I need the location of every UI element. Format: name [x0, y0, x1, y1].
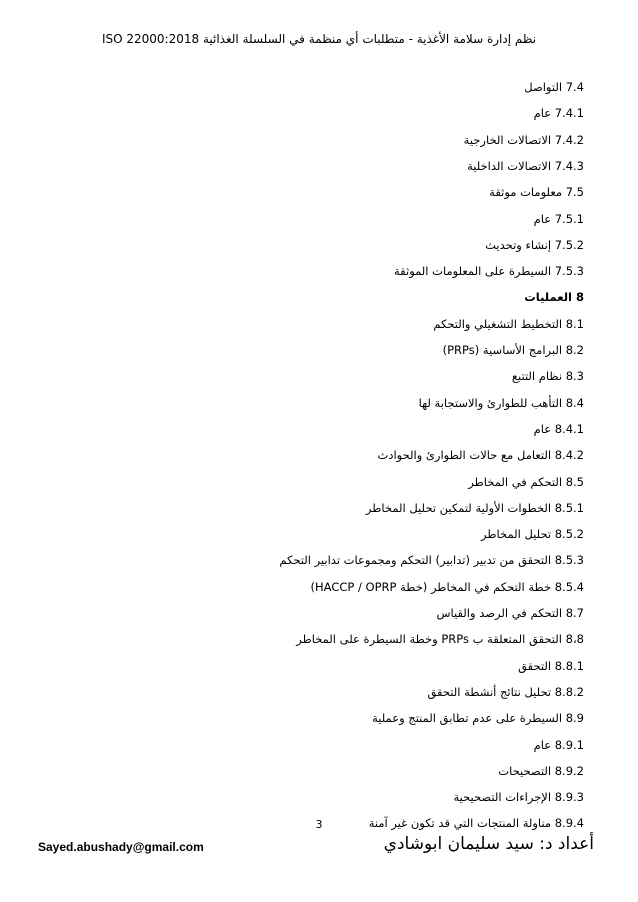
toc-entry-number: 7.4: [565, 80, 584, 94]
toc-entry-number: 8.9.3: [554, 790, 584, 805]
toc-entry-number: 8.2: [565, 343, 584, 357]
toc-entry: [296, 630, 584, 648]
toc-entry-number: 8.5.3: [554, 553, 584, 568]
toc-entry-number: 8.9: [565, 711, 584, 726]
toc-entry: [311, 578, 584, 596]
toc-entry-title: السيطرة على المعلومات الموثقة: [394, 264, 552, 279]
toc-entry: [512, 367, 584, 385]
toc-entry-number: 8.3: [565, 369, 584, 384]
toc-entry-number: 7.5: [565, 185, 584, 200]
toc-entry-title: نظام التتبع: [511, 369, 563, 384]
toc-entry-number: 8.9.1: [554, 737, 584, 752]
toc-entry: [372, 709, 584, 727]
toc-entry-number: 8.5.1: [554, 500, 584, 515]
toc-entry-number: 8.5.4: [554, 579, 584, 594]
toc-entry-number: 8.4.2: [554, 448, 584, 463]
toc-entry-title: التحكم في المخاطر: [468, 474, 563, 489]
toc-entry-number: 7.5.3: [554, 264, 584, 279]
toc-entry-title: إنشاء وتحديث: [485, 237, 552, 252]
page-header: نظم إدارة سلامة الأغذية - متطلبات أي منظمة في السلسلة الغذائية ISO 22000:2018: [101, 32, 537, 46]
toc-entry-title: عام: [533, 211, 552, 226]
toc-entry: [524, 78, 584, 96]
toc-entry-title: التحكم في الرصد والقياس: [436, 606, 563, 620]
toc-entry-number: 7.5.2: [554, 237, 584, 252]
toc-entry: [443, 341, 584, 359]
toc-entry-number: 8.8.1: [554, 658, 584, 673]
toc-entry-title: السيطرة على عدم تطابق المنتج وعملية: [372, 711, 563, 726]
toc-entry: [436, 604, 584, 622]
toc-entry-title: تحليل المخاطر: [481, 527, 552, 542]
toc-entry-number: 8.9.2: [554, 763, 584, 778]
toc-entry-number: 7.4.2: [554, 132, 584, 147]
toc-entry: [481, 525, 584, 543]
toc-entry: [464, 131, 584, 149]
toc-entry: [394, 262, 584, 280]
toc-entry-title: البرامج الأساسية (PRPs): [442, 343, 563, 357]
toc-entry-title: التأهب للطوارئ والاستجابة لها: [418, 395, 563, 410]
toc-entry-title: التصحيحات: [498, 763, 552, 778]
toc-entry-number: 8،8: [565, 632, 584, 647]
toc-entry-title: الاتصالات الخارجية: [463, 132, 552, 147]
author-email: Sayed.abushady@gmail.com: [38, 840, 204, 854]
toc-entry: [534, 736, 584, 754]
toc-entry-title: التحقق: [518, 658, 552, 673]
toc-entry-title: الخطوات الأولية لتمكين تحليل المخاطر: [365, 500, 552, 515]
toc-entry: [534, 104, 584, 122]
toc-entry-number: 8.7: [565, 606, 584, 620]
toc-entry-title: خطة التحكم في المخاطر (خطة HACCP / OPRP): [310, 579, 552, 594]
toc-entry-title: الاتصالات الداخلية: [467, 158, 552, 173]
toc-entry-title: التحقق من تدبير (تدابير) التحكم ومجموعات تدابير التحكم: [279, 553, 552, 568]
toc-entry-title: العمليات: [524, 290, 572, 305]
toc-entry: [279, 551, 584, 569]
toc-entry: [534, 420, 584, 438]
toc-entry: [433, 315, 584, 333]
toc-entry-title: عام: [533, 106, 552, 121]
toc-entry: [366, 499, 584, 517]
toc-entry-number: 8.5: [565, 474, 584, 489]
toc-entry: [534, 210, 584, 228]
toc-entry-number: 7.4.3: [554, 158, 584, 173]
toc-entry: [378, 446, 585, 464]
toc-entry: [468, 473, 584, 491]
toc-entry: [419, 394, 584, 412]
toc-entry-title: عام: [533, 421, 552, 436]
toc-entry: [489, 183, 584, 201]
toc-entry-number: 8.1: [565, 316, 584, 331]
page-number: 3: [315, 818, 323, 831]
toc-entry-number: 8.5.2: [554, 527, 584, 542]
toc-entry: [485, 236, 584, 254]
toc-entry-number: 8.4.1: [554, 421, 584, 436]
toc-entry: [498, 762, 584, 780]
toc-entry-title: مناولة المنتجات التي قد تكون غير آمنة: [368, 816, 552, 831]
toc-entry-number: 8.4: [565, 395, 584, 410]
toc-entry-number: 7.4.1: [554, 106, 584, 121]
toc-entry: [467, 157, 584, 175]
toc-entry: [453, 788, 584, 806]
toc-entry-number: 8.8.2: [554, 684, 584, 699]
toc-entry-number: 7.5.1: [554, 211, 584, 226]
toc-entry-title: عام: [533, 737, 552, 752]
toc-entry-title: معلومات موثقة: [489, 185, 563, 200]
toc-entry-title: التخطيط التشغيلي والتحكم: [433, 316, 563, 331]
toc-entry-title: التعامل مع حالات الطوارئ والحوادث: [377, 448, 552, 463]
toc-entry-title: تحليل نتائج أنشطة التحقق: [427, 684, 552, 699]
toc-entry-title: الإجراءات التصحيحية: [453, 790, 552, 805]
toc-entry-number: 8.9.4: [554, 816, 584, 831]
author-name: أعداد د: سيد سليمان ابوشادي: [383, 834, 594, 854]
toc-entry: [524, 288, 584, 306]
toc-entry-title: التواصل: [524, 80, 563, 94]
toc-entry-number: 8: [575, 290, 584, 305]
toc-entry: [518, 657, 584, 675]
toc-entry: [427, 683, 584, 701]
toc-entry-title: التحقق المتعلقة ب PRPs وخطة السيطرة على المخاطر: [296, 632, 562, 647]
